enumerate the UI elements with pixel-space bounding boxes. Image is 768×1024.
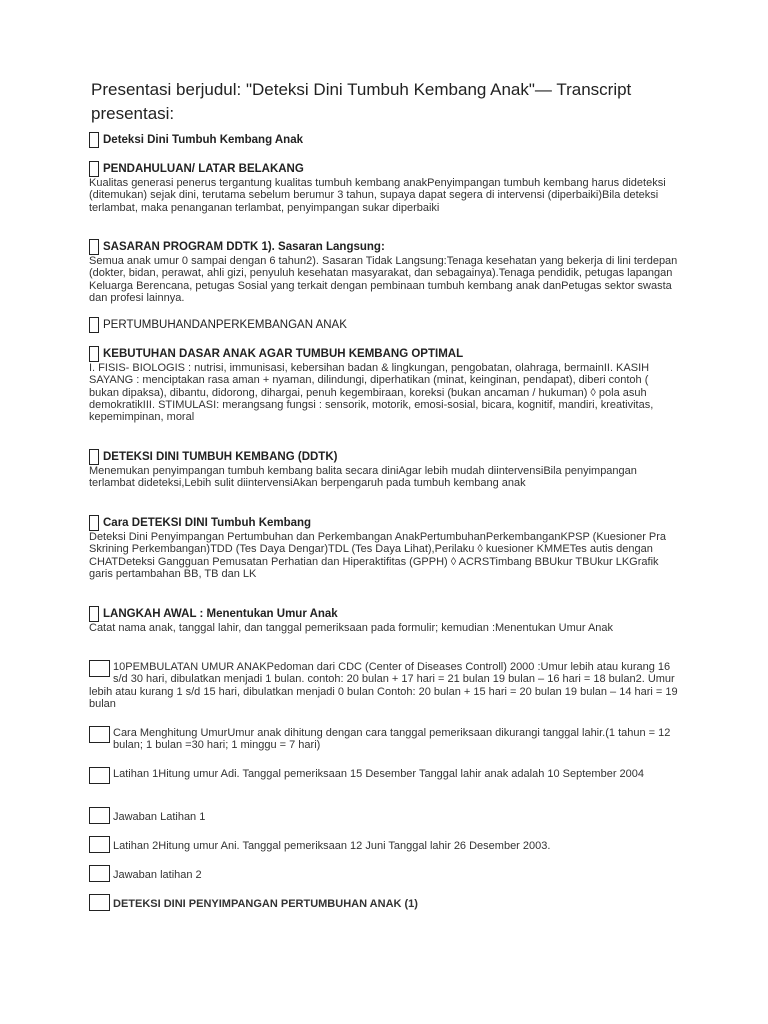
slide-11 [89, 768, 679, 784]
slide-1 [89, 132, 679, 148]
slide-9 [89, 661, 679, 710]
slide-6 [89, 449, 679, 490]
slide-text: Cara Menghitung UmurUmur anak dihitung dengan cara tanggal pemeriksaan dikurangi tanggal lahir.(1 tahun = 12 bulan; 1 bulan =30 hari; 1 minggu = 7 hari) [89, 727, 679, 752]
slide-heading: KEBUTUHAN DASAR ANAK AGAR TUMBUH KEMBANG OPTIMAL [89, 346, 679, 362]
image-placeholder-icon [89, 894, 110, 911]
image-placeholder-icon [89, 606, 99, 622]
slide-2 [89, 161, 679, 214]
slide-13 [89, 837, 679, 853]
image-placeholder-icon [89, 317, 99, 333]
image-placeholder-icon [89, 132, 99, 148]
image-placeholder-icon [89, 161, 99, 177]
slide-heading: LANGKAH AWAL : Menentukan Umur Anak [89, 606, 679, 622]
image-placeholder-icon [89, 767, 110, 784]
slide-body: Menemukan penyimpangan tumbuh kembang balita secara diniAgar lebih mudah diintervensiBila penyimpangan terlambat dideteksi,Lebih sulit diintervensiAkan berpengaruh pada tumbuh kembang anak [89, 465, 637, 490]
image-placeholder-icon [89, 515, 99, 531]
slide-text: Latihan 2Hitung umur Ani. Tanggal pemeriksaan 12 Juni Tanggal lahir 26 Desember 2003. [89, 837, 679, 852]
slide-body: I. FISIS- BIOLOGIS : nutrisi, immunisasi, kebersihan badan & lingkungan, pengobatan, olahraga, bermainII. KASIH SAYANG : menciptakan rasa aman + nyaman, dilindungi, diperhatikan (minat, keinginan, pendapat), diberi contoh ( bukan dipaksa), dibantu, didorong, dihargai, penuh kegembiraan, koreksi (bukan ancaman / hukuman) ◊ pola asuh demokratikIII. STIMULASI: merangsang fungsi : sensorik, motorik, emosi-sosial, bicara, kognitif, mandiri, kreativitas, kepemimpinan, moral [89, 362, 654, 424]
image-placeholder-icon [89, 660, 110, 677]
image-placeholder-icon [89, 346, 99, 362]
slide-text: Jawaban latihan 2 [89, 866, 679, 881]
slide-heading: DETEKSI DINI TUMBUH KEMBANG (DDTK) [89, 449, 679, 465]
image-placeholder-icon [89, 449, 99, 465]
slide-15 [89, 895, 679, 911]
slide-14 [89, 866, 679, 882]
image-placeholder-icon [89, 726, 110, 743]
slide-5 [89, 346, 679, 423]
slide-10 [89, 727, 679, 752]
slide-text: 10PEMBULATAN UMUR ANAKPedoman dari CDC (Center of Diseases Controll) 2000 :Umur lebih atau kurang 16 s/d 30 hari, dibulatkan menjadi 1 bulan. contoh: 20 bulan + 17 hari = 21 bulan 19 bulan – 16 hari = 18 bulan2. Umur lebih atau kurang 1 s/d 15 hari, dibulatkan menjadi 0 bulan Contoh: 20 bulan + 15 hari = 20 bulan 19 bulan – 14 hari = 19 bulan [89, 661, 678, 710]
slide-8 [89, 606, 679, 634]
image-placeholder-icon [89, 807, 110, 824]
slide-text: Jawaban Latihan 1 [89, 808, 679, 823]
slide-heading: PERTUMBUHANDANPERKEMBANGAN ANAK [89, 317, 679, 333]
image-placeholder-icon [89, 239, 99, 255]
slide-heading: PENDAHULUAN/ LATAR BELAKANG [89, 161, 679, 177]
image-placeholder-icon [89, 836, 110, 853]
image-placeholder-icon [89, 865, 110, 882]
document-title: Presentasi berjudul: "Deteksi Dini Tumbuh Kembang Anak"— Transcript presentasi: [91, 80, 632, 123]
slide-12 [89, 808, 679, 824]
slide-body: Semua anak umur 0 sampai dengan 6 tahun2). Sasaran Tidak Langsung:Tenaga kesehatan yang bekerja di lini terdepan (dokter, bidan, perawat, ahli gizi, penyuluh kesehatan masyarakat, dan sebagainya).Tenaga pendidik, petugas lapangan Keluarga Berencana, petugas Sosial yang terkait dengan pembinaan tumbuh kembang anak danPetugas sektor swasta dan profesi lainnya. [89, 255, 678, 304]
slide-heading: SASARAN PROGRAM DDTK 1). Sasaran Langsung: [89, 239, 679, 255]
slide-text: DETEKSI DINI PENYIMPANGAN PERTUMBUHAN ANAK (1) [89, 895, 679, 910]
slide-body: Catat nama anak, tanggal lahir, dan tanggal pemeriksaan pada formulir; kemudian :Menentukan Umur Anak [89, 622, 614, 634]
slide-heading: Cara DETEKSI DINI Tumbuh Kembang [89, 515, 679, 531]
slide-body: Kualitas generasi penerus tergantung kualitas tumbuh kembang anakPenyimpangan tumbuh kembang harus dideteksi (ditemukan) sejak dini, terutama sebelum berumur 3 tahun, supaya dapat segera di intervensi (diperbaiki)Bila deteksi terlambat, maka penanganan terlambat, penyimpangan sukar diperbaiki [89, 177, 666, 214]
slide-7 [89, 515, 679, 580]
slide-text: Latihan 1Hitung umur Adi. Tanggal pemeriksaan 15 Desember Tanggal lahir anak adalah 10 September 2004 [89, 768, 679, 780]
slide-heading: Deteksi Dini Tumbuh Kembang Anak [89, 132, 679, 148]
slide-3 [89, 239, 679, 304]
slide-body: Deteksi Dini Penyimpangan Pertumbuhan dan Perkembangan AnakPertumbuhanPerkembanganKPSP (Kuesioner Pra Skrining Perkembangan)TDD (Tes Daya Dengar)TDL (Tes Daya Lihat),Perilaku ◊ kuesioner KMMETes autis dengan CHATDeteksi Gangguan Pemusatan Perhatian dan Hiperaktifitas (GPPH) ◊ ACRSTimbang BBUkur TBUkur LKGrafik garis pertambahan BB, TB dan LK [89, 531, 667, 580]
slide-4 [89, 317, 679, 333]
